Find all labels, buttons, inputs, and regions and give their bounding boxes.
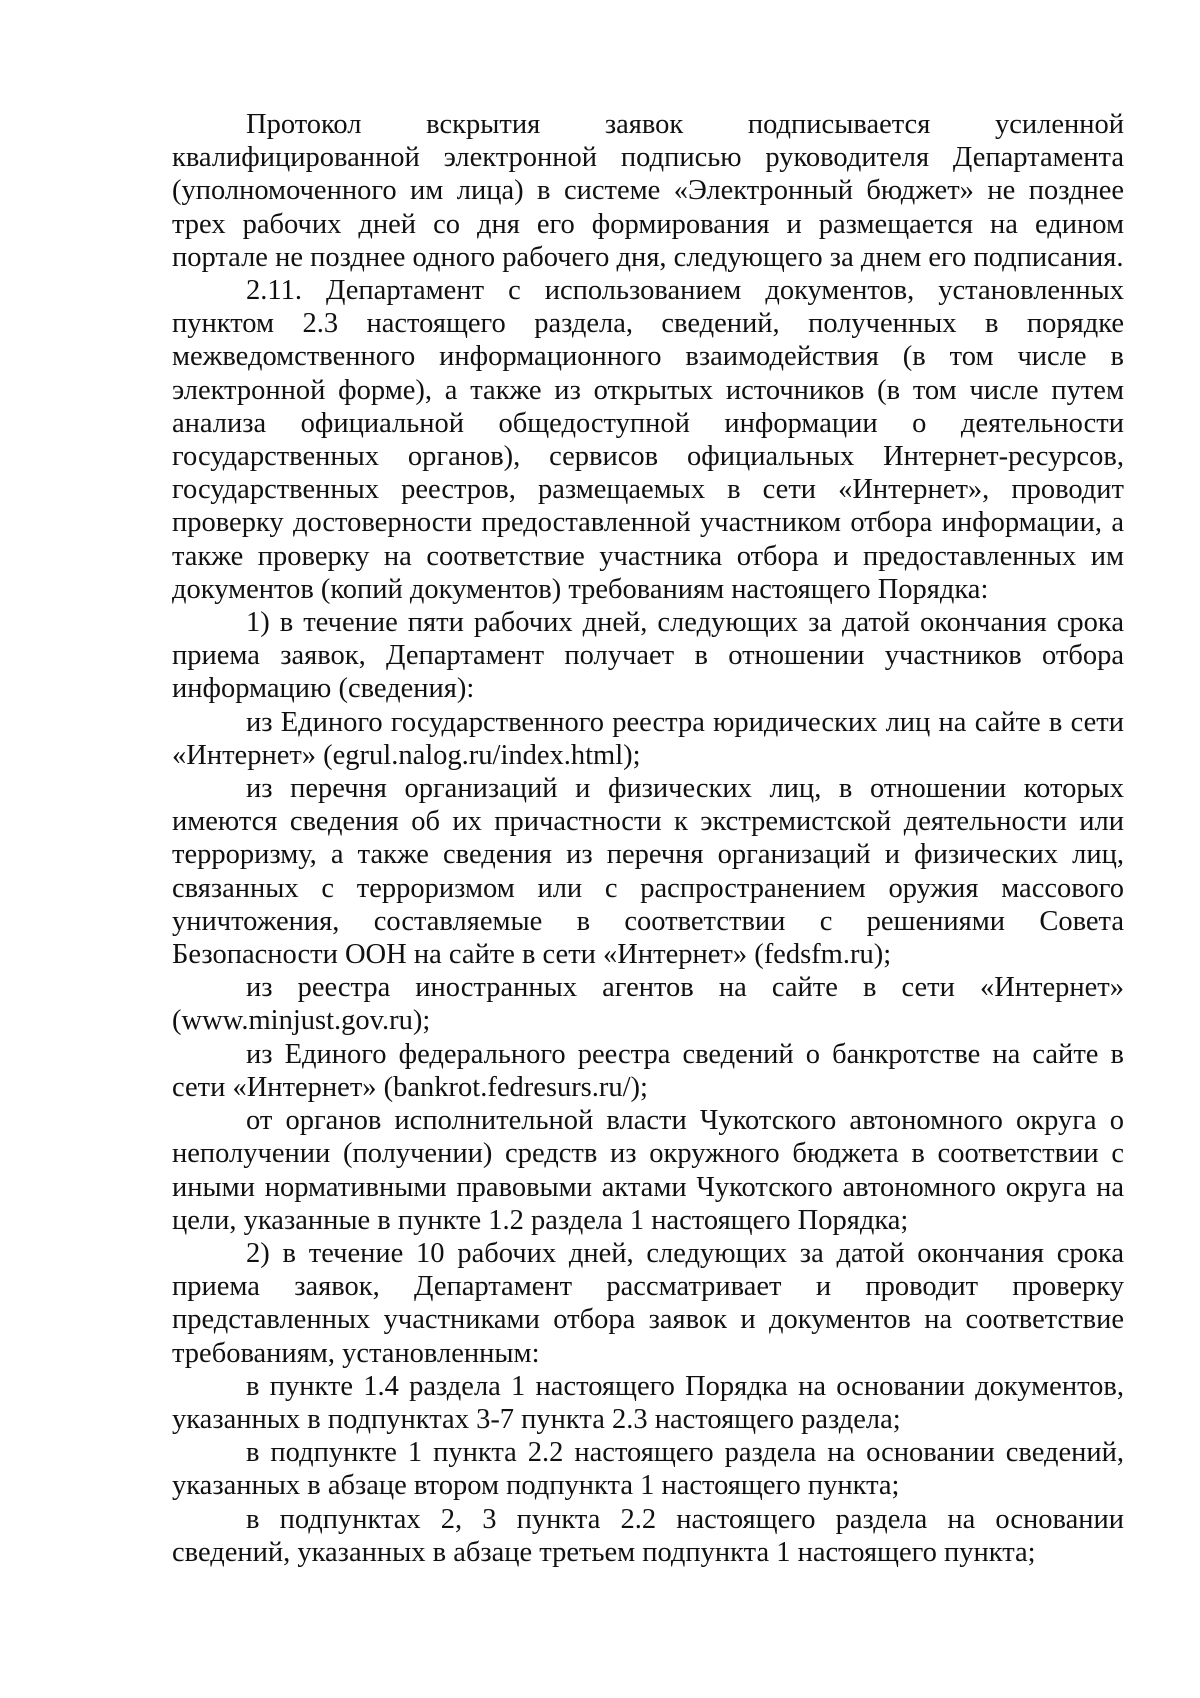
paragraph-foreign-agents: из реестра иностранных агентов на сайте в сети «Интернет» (www.minjust.gov.ru); [172, 972, 1124, 1037]
paragraph-bankruptcy: из Единого федерального реестра сведений о банкротстве на сайте в сети «Интернет» (bankrot.fedresurs.ru/); [172, 1038, 1124, 1103]
paragraph-subitem-2: 2) в течение 10 рабочих дней, следующих за датой окончания срока приема заявок, Департамент рассматривает и проводит проверку представленных участниками отбора заявок и документов на соответствие требованиям, установленным: [172, 1237, 1124, 1369]
paragraph-protocol-signing: Протокол вскрытия заявок подписывается усиленной квалифицированной электронной подписью руководителя Департамента (уполномоченного им лица) в системе «Электронный бюджет» не позднее трех рабочих дней со дня его формирования и размещается на едином портале не позднее одного рабочего дня, следующего за днем его подписания. [172, 109, 1124, 273]
paragraph-subpoints-2-3-of-2-2: в подпунктах 2, 3 пункта 2.2 настоящего раздела на основании сведений, указанных в абзаце третьем подпункта 1 настоящего пункта; [172, 1503, 1124, 1568]
document-page [172, 108, 1124, 1569]
paragraph-2-11: 2.11. Департамент с использованием документов, установленных пунктом 2.3 настоящего раздела, сведений, полученных в порядке межведомственного информационного взаимодействия (в том числе в электронной форме), а также из открытых источников (в том числе путем анализа официальной общедоступной информации о деятельности государственных органов), сервисов официальных Интернет-ресурсов, государственных реестров, размещаемых в сети «Интернет», проводит проверку достоверности предоставленной участником отбора информации, а также проверку на соответствие участника отбора и предоставленных им документов (копий документов) требованиям настоящего Порядка: [172, 275, 1124, 605]
paragraph-subpoint-1-of-2-2: в подпункте 1 пункта 2.2 настоящего раздела на основании сведений, указанных в абзаце втором подпункта 1 настоящего пункта; [172, 1437, 1124, 1502]
paragraph-terrorism-list: из перечня организаций и физических лиц, в отношении которых имеются сведения об их причастности к экстремистской деятельности или терроризму, а также сведения из перечня организаций и физических лиц, связанных с терроризмом или с распространением оружия массового уничтожения, составляемые в соответствии с решениями Совета Безопасности ООН на сайте в сети «Интернет» (fedsfm.ru); [172, 773, 1124, 971]
paragraph-egrul: из Единого государственного реестра юридических лиц на сайте в сети «Интернет» (egrul.nalog.ru/index.html); [172, 706, 1124, 771]
paragraph-subitem-1: 1) в течение пяти рабочих дней, следующих за датой окончания срока приема заявок, Департамент получает в отношении участников отбора информацию (сведения): [172, 607, 1124, 705]
paragraph-point-1-4: в пункте 1.4 раздела 1 настоящего Порядка на основании документов, указанных в подпунктах 3-7 пункта 2.3 настоящего раздела; [172, 1370, 1124, 1435]
paragraph-executive-bodies: от органов исполнительной власти Чукотского автономного округа о неполучении (получении) средств из окружного бюджета в соответствии с иными нормативными правовыми актами Чукотского автономного округа на цели, указанные в пункте 1.2 раздела 1 настоящего Порядка; [172, 1105, 1124, 1236]
